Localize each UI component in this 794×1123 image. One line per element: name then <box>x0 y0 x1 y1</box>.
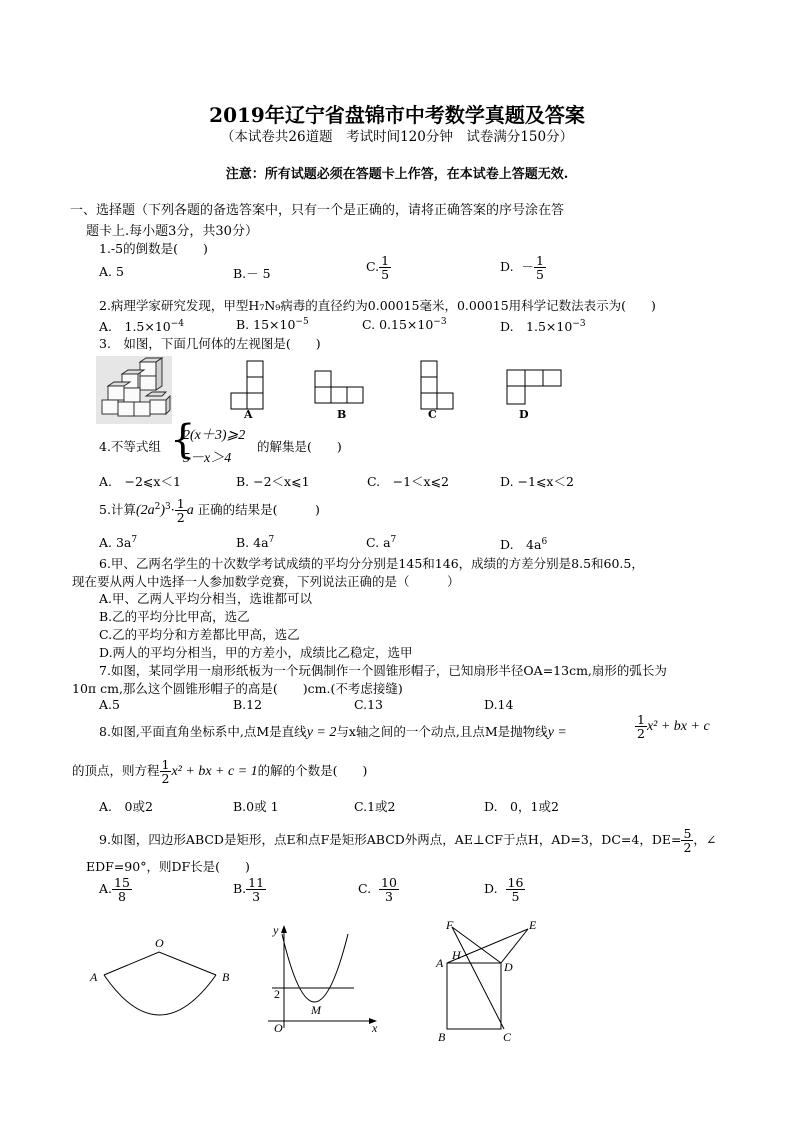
label-x: x <box>372 1021 378 1035</box>
cube-face <box>124 388 140 402</box>
q8-frac2-num: 1 <box>161 757 170 772</box>
q6-option-d: D.两人的平均分相当，甲的方差小，成绩比乙稳定，选甲 <box>99 645 413 660</box>
sector-arc <box>104 975 216 1015</box>
label-2: 2 <box>274 987 280 1001</box>
q5-c-base: C. a <box>366 535 391 551</box>
q8-frac2-den: 2 <box>161 771 170 787</box>
q5-suffix: 正确的结果是( ) <box>197 502 320 518</box>
label-c: C <box>503 1030 512 1044</box>
q2-option-c <box>362 317 447 332</box>
q2-d-base: D. 1.5×10 <box>500 319 573 334</box>
q9-a-num: 15 <box>114 875 130 890</box>
q8-parabola-lhs: y = <box>547 725 567 740</box>
cube-face <box>118 402 134 416</box>
q6-line1: 6.甲、乙两名学生的十次数学考试成绩的平均分分别是145和146，成绩的方差分别是8.5和60.5， <box>99 556 644 571</box>
q5-var: a <box>186 503 194 519</box>
q1-option-b: B.－ 5 <box>233 266 271 281</box>
q7-option-d: D.14 <box>484 697 514 712</box>
q2-c-exp: −3 <box>433 317 447 327</box>
q6-line2: 现在要从两人中选择一人参加数学竞赛，下列说法正确的是（ ） <box>72 574 460 589</box>
q7-option-b: B.12 <box>233 697 263 712</box>
q1-c-den: 5 <box>381 267 390 283</box>
cube-face <box>134 402 150 416</box>
q8-line1 <box>99 722 567 741</box>
q8-frac-den: 2 <box>637 726 645 742</box>
q2-option-b <box>236 317 309 332</box>
q7-line2: 10π cm,那么这个圆锥形帽子的高是( )cm.(不考虑接缝) <box>72 681 403 696</box>
q4-line1: 2(x＋3)⩾2 <box>183 428 246 443</box>
cube-face <box>150 400 166 414</box>
q4-option-c: C. −1＜x⩽2 <box>367 474 449 489</box>
q5-prefix: 5.计算 <box>99 502 136 518</box>
exam-info: （本试卷共26道题 考试时间120分钟 试卷满分150分） <box>220 129 574 145</box>
q5-exp2: 3 <box>165 501 171 512</box>
q5-frac-num: 1 <box>176 496 185 511</box>
q1-d-num: 1 <box>536 253 544 268</box>
q5-b-exp: 7 <box>268 535 275 545</box>
q3-label-a: A <box>244 408 253 421</box>
q2-d-exp: −3 <box>572 318 586 329</box>
q9-de-num: 5 <box>683 826 692 841</box>
notice: 注意：所有试题必须在答题卡上作答，在本试卷上答题无效. <box>225 167 569 182</box>
q2-c-base: C. 0.15×10 <box>362 317 434 333</box>
q5-expr: (2a <box>135 503 155 519</box>
q8-parabola-tail: x² + bx + c <box>646 719 710 735</box>
q2-stem: 2.病理学家研究发现，甲型H₇N₉病毒的直径约为0.00015毫米，0.00015用科学记数法表示为( ) <box>99 298 656 313</box>
q5-c-exp: 7 <box>390 535 397 545</box>
q9-d-den: 5 <box>511 889 520 905</box>
q5-dot: · <box>170 502 175 518</box>
label-f: F <box>446 918 454 932</box>
q7-line1: 7.如图，某同学用一扇形纸板为一个玩偶制作一个圆锥形帽子，已知扇形半径OA=13cm,扇形的弧长为 <box>99 663 667 678</box>
q9-c-num: 10 <box>381 875 397 890</box>
q5-a-exp: 7 <box>131 535 138 545</box>
q4-option-a: A. −2⩽x＜1 <box>99 474 181 489</box>
q2-b-exp: −5 <box>295 317 309 327</box>
q8-equation: x² + bx + c = 1 <box>171 764 258 780</box>
q5-expr-mid: ) <box>160 503 166 519</box>
q9-text: 9.如图，四边形ABCD是矩形，点E和点F是矩形ABCD外两点，AE⊥CF于点H，AD=3，DC=4，DE= <box>99 832 682 848</box>
q7-option-a: A.5 <box>99 697 120 712</box>
q8-option-a: A. 0或2 <box>99 799 153 814</box>
q9-b-den: 3 <box>252 889 261 905</box>
q5-exp1: 2 <box>154 501 161 512</box>
sector-radii <box>104 952 216 975</box>
segment-de <box>501 929 528 963</box>
label-o: O <box>155 936 164 950</box>
q8-line-eq: y = 2 <box>306 725 337 740</box>
label-origin: O <box>274 1021 283 1035</box>
q2-option-a <box>99 317 184 335</box>
q8-option-d: D. 0，1或2 <box>484 799 559 814</box>
q4-option-b: B. −2＜x⩽1 <box>236 474 310 489</box>
q5-stem <box>99 497 320 524</box>
q5-option-c <box>366 535 396 550</box>
q3-label-c: C <box>428 408 437 421</box>
cube-face <box>108 386 124 400</box>
section-heading: 一、选择题（下列各题的备选答案中，只有一个是正确的，请将正确答案的序号涂在答 <box>70 203 565 218</box>
q1-option-a: A. 5 <box>99 264 124 279</box>
q1-d-sign: － <box>521 259 535 275</box>
q3-label-b: B <box>337 408 347 421</box>
q8-line2 <box>72 758 367 785</box>
rect-abcd <box>447 963 501 1029</box>
q8-text-c: 的顶点，则方程 <box>72 763 160 779</box>
y-axis-arrow <box>281 925 287 933</box>
q8-text-d: 的解的个数是( ) <box>257 763 368 779</box>
q1-d-label: D. <box>500 259 514 275</box>
q5-frac-den: 2 <box>176 510 185 526</box>
q3-option-b-figure[interactable] <box>314 370 370 410</box>
q5-option-a <box>99 535 137 550</box>
q5-option-b <box>236 535 274 550</box>
label-d: D <box>504 960 513 974</box>
q6-option-b: B.乙的平均分比甲高，选乙 <box>99 609 250 624</box>
label-a: A <box>436 956 444 970</box>
parabola-figure <box>264 920 388 1040</box>
label-a: A <box>90 970 98 984</box>
q2-a-exp: −4 <box>170 318 185 329</box>
q2-a-base: A. 1.5×10 <box>99 319 171 334</box>
q4-brace: { <box>170 417 196 463</box>
label-y: y <box>273 923 279 937</box>
q5-option-d <box>500 535 547 553</box>
q1-c-num: 1 <box>381 253 390 268</box>
q9-option-c <box>358 876 399 903</box>
q9-de-den: 2 <box>683 840 692 856</box>
cube-face <box>140 362 156 376</box>
q1-d-den: 5 <box>536 267 544 283</box>
section-heading-cont: 题卡上.每小题3分，共30分） <box>86 224 258 239</box>
q2-option-d <box>500 317 586 335</box>
q4-prefix: 4.不等式组 <box>99 439 161 454</box>
q2-b-base: B. 15×10 <box>236 317 296 333</box>
q3-stem: 3. 如图，下面几何体的左视图是( ) <box>99 336 321 351</box>
label-b: B <box>438 1030 446 1044</box>
q4-option-d: D. −1⩽x＜2 <box>500 474 574 489</box>
q1-c-label: C. <box>366 259 380 275</box>
q9-option-a <box>99 876 132 903</box>
q3-solid-figure <box>96 356 172 424</box>
q4-line2: 5－x＞4 <box>183 451 232 466</box>
q8-option-c: C.1或2 <box>354 799 396 814</box>
q9-d-label: D. <box>484 881 498 897</box>
q9-option-d <box>484 876 525 903</box>
q9-b-label: B. <box>233 881 247 897</box>
page-title: 2019年辽宁省盘锦市中考数学真题及答案 <box>209 103 585 127</box>
q9-a-label: A. <box>99 881 113 897</box>
q1-stem: 1.-5的倒数是( ) <box>99 241 208 256</box>
label-h: H <box>452 948 461 962</box>
q5-b-base: B. 4a <box>236 535 269 551</box>
q3-option-c-figure[interactable] <box>420 360 460 420</box>
label-m: M <box>311 1003 321 1017</box>
rectangle-figure <box>428 915 548 1047</box>
label-b: B <box>222 970 230 984</box>
q9-b-num: 11 <box>248 875 265 890</box>
cube-face <box>140 376 156 390</box>
q3-option-d-figure[interactable] <box>506 369 566 411</box>
q3-label-d: D <box>519 408 529 421</box>
label-e: E <box>529 918 537 932</box>
q9-line2: EDF=90°，则DF长是( ) <box>86 859 250 874</box>
q5-d-base: D. 4a <box>500 537 542 552</box>
q9-c-den: 3 <box>385 889 393 905</box>
q9-line1 <box>99 827 716 854</box>
q9-c-label: C. <box>358 881 372 897</box>
q8-parabola-rhs <box>635 713 710 740</box>
q8-text-b: 与x轴之间的一个动点,且点M是抛物线 <box>336 724 548 739</box>
q9-tail: ，∠ <box>693 832 717 848</box>
cube-face <box>102 400 118 414</box>
q6-option-a: A.甲、乙两人平均分相当，选谁都可以 <box>99 591 313 606</box>
q8-frac-num: 1 <box>637 712 645 727</box>
q9-option-b <box>233 876 266 903</box>
q8-option-b: B.0或 1 <box>233 799 279 814</box>
q4-suffix: 的解集是( ) <box>257 439 342 454</box>
q9-d-num: 16 <box>507 875 524 890</box>
q8-text-a: 8.如图,平面直角坐标系中,点M是直线 <box>99 724 307 739</box>
sector-figure <box>84 935 244 1027</box>
cube-side <box>156 358 162 390</box>
parabola-curve <box>282 934 348 1002</box>
q7-option-c: C.13 <box>354 697 383 712</box>
q1-option-c <box>366 254 391 281</box>
q9-a-den: 8 <box>117 889 126 905</box>
q6-option-c: C.乙的平均分和方差都比甲高，选乙 <box>99 627 300 642</box>
q5-a-base: A. 3a <box>99 535 132 551</box>
q1-option-d <box>500 254 546 281</box>
q5-d-exp: 6 <box>541 536 548 547</box>
